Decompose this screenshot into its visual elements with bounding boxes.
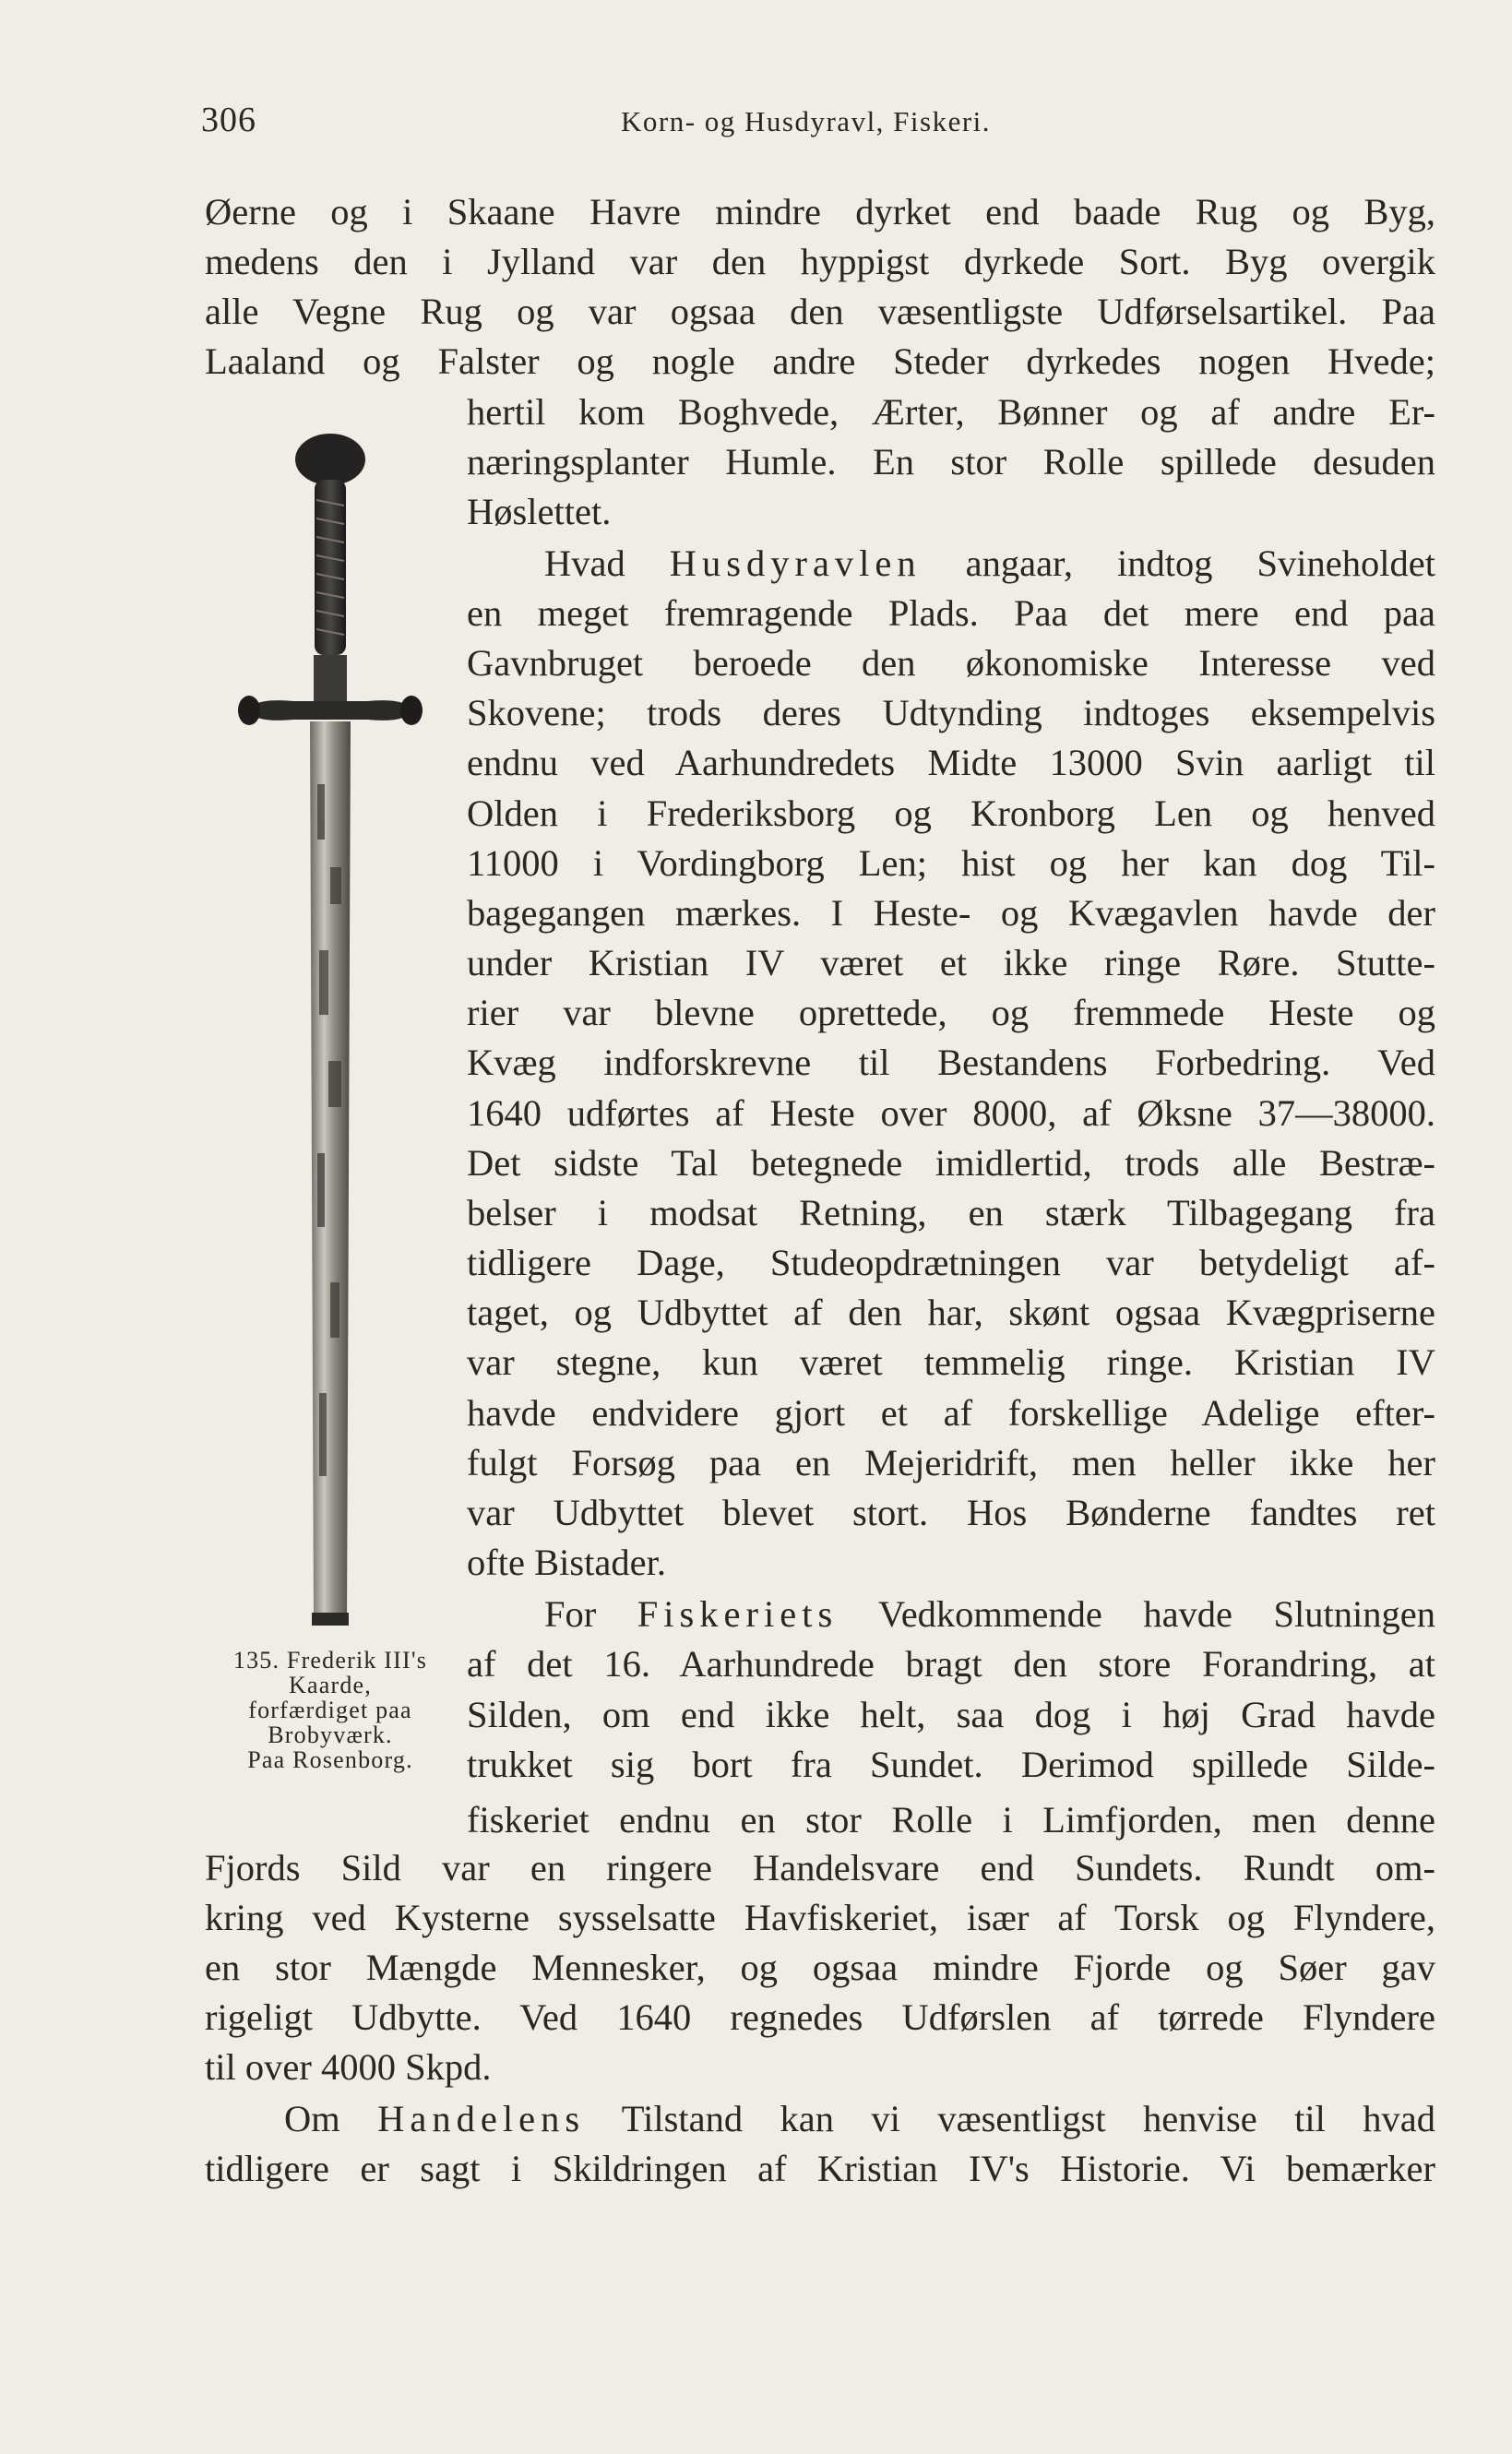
text-line: var stegne, kun været temmelig ringe. Kristian IV bbox=[467, 1341, 1435, 1383]
text-line: endnu ved Aarhundredets Midte 13000 Svin aarligt til bbox=[467, 742, 1435, 783]
sword-ricasso bbox=[314, 655, 347, 701]
figure-caption bbox=[203, 1648, 458, 1772]
text-line: en stor Mængde Mennesker, og ogsaa mindre Fjorde og Søer gav bbox=[205, 1947, 1435, 1988]
text-line: næringsplanter Humle. En stor Rolle spillede desuden bbox=[467, 441, 1435, 482]
sword-pommel bbox=[295, 434, 365, 485]
text-line: For Fiskeriets Vedkommende havde Slutningen bbox=[544, 1593, 1435, 1635]
text-line: belser i modsat Retning, en stærk Tilbagegang fra bbox=[467, 1192, 1435, 1233]
text-line: af det 16. Aarhundrede bragt den store Forandring, at bbox=[467, 1643, 1435, 1685]
text-line: bagegangen mærkes. I Heste- og Kvægavlen havde der bbox=[467, 892, 1435, 934]
caption-line: forfærdiget paa bbox=[248, 1697, 412, 1723]
text-line: Skovene; trods deres Udtynding indtoges eksempelvis bbox=[467, 692, 1435, 733]
emphasis-word: Husdyravlen bbox=[669, 542, 922, 584]
caption-line: Paa Rosenborg. bbox=[247, 1746, 413, 1773]
text-line: Laaland og Falster og nogle andre Steder dyrkedes nogen Hvede; bbox=[205, 340, 1435, 382]
text-line: Silden, om end ikke helt, saa dog i høj Grad havde bbox=[467, 1694, 1435, 1735]
text-line: til over 4000 Skpd. bbox=[205, 2046, 492, 2088]
text-line: Øerne og i Skaane Havre mindre dyrket end baade Rug og Byg, bbox=[205, 191, 1435, 232]
text-line: Gavnbruget beroede den økonomiske Interesse ved bbox=[467, 642, 1435, 684]
text-line: havde endvidere gjort et af forskellige Adelige efter- bbox=[467, 1392, 1435, 1434]
running-head: Korn- og Husdyravl, Fiskeri. bbox=[621, 105, 992, 137]
text-line: under Kristian IV været et ikke ringe Røre. Stutte- bbox=[467, 942, 1435, 983]
text-line: Om Handelens Tilstand kan vi væsentligst henvise til hvad bbox=[284, 2098, 1436, 2139]
text-line: ofte Bistader. bbox=[467, 1542, 666, 1583]
text-line: fulgt Forsøg paa en Mejeridrift, men heller ikke her bbox=[467, 1442, 1435, 1483]
caption-line: 135. Frederik III's bbox=[232, 1647, 428, 1674]
caption-line: Brobyværk. bbox=[268, 1721, 393, 1748]
emphasis-word: Handelens bbox=[377, 2098, 586, 2139]
caption-line: Kaarde, bbox=[289, 1672, 372, 1698]
text-line: alle Vegne Rug og var ogsaa den væsentligste Udførselsartikel. Paa bbox=[205, 291, 1435, 332]
text-line: taget, og Udbyttet af den har, skønt ogsaa Kvægpriserne bbox=[467, 1292, 1435, 1333]
text-line: en meget fremragende Plads. Paa det mere end paa bbox=[467, 592, 1435, 634]
text-line: tidligere Dage, Studeopdrætningen var betydeligt af- bbox=[467, 1242, 1435, 1283]
sword-crossguard bbox=[245, 700, 415, 721]
text-line: Hvad Husdyravlen angaar, indtog Svineholdet bbox=[544, 542, 1435, 584]
text-line: 1640 udførtes af Heste over 8000, af Øksne 37—38000. bbox=[467, 1092, 1435, 1134]
text-line: hertil kom Boghvede, Ærter, Bønner og af andre Er- bbox=[467, 391, 1435, 433]
sword-illustration bbox=[238, 434, 423, 1633]
text-line: 11000 i Vordingborg Len; hist og her kan dog Til- bbox=[467, 842, 1435, 884]
text-line: Fjords Sild var en ringere Handelsvare end Sundets. Rundt om- bbox=[205, 1847, 1435, 1888]
text-line: Det sidste Tal betegnede imidlertid, trods alle Bestræ- bbox=[467, 1142, 1435, 1184]
text-line: var Udbyttet blevet stort. Hos Bønderne fandtes ret bbox=[467, 1492, 1435, 1533]
emphasis-word: Fiskeriets bbox=[637, 1593, 839, 1635]
text-line: tidligere er sagt i Skildringen af Kristian IV's Historie. Vi bemærker bbox=[205, 2148, 1435, 2189]
text-line: kring ved Kysterne sysselsatte Havfiskeriet, især af Torsk og Flyndere, bbox=[205, 1897, 1435, 1938]
page-header bbox=[201, 100, 1437, 151]
text-line: trukket sig bort fra Sundet. Derimod spillede Silde- bbox=[467, 1744, 1435, 1785]
page-number: 306 bbox=[201, 101, 256, 139]
text-line: medens den i Jylland var den hyppigst dyrkede Sort. Byg overgik bbox=[205, 241, 1435, 282]
text-line: Høslettet. bbox=[467, 491, 612, 532]
text-line: rigeligt Udbytte. Ved 1640 regnedes Udførslen af tørrede Flyndere bbox=[205, 1996, 1435, 2038]
text-line: Kvæg indforskrevne til Bestandens Forbedring. Ved bbox=[467, 1042, 1435, 1083]
text-line: fiskeriet endnu en stor Rolle i Limfjorden, men denne bbox=[467, 1799, 1435, 1840]
sword-grip bbox=[315, 480, 346, 655]
sword-blade bbox=[310, 721, 351, 1624]
text-line: rier var blevne oprettede, og fremmede Heste og bbox=[467, 992, 1435, 1033]
text-line: Olden i Frederiksborg og Kronborg Len og henved bbox=[467, 792, 1435, 834]
